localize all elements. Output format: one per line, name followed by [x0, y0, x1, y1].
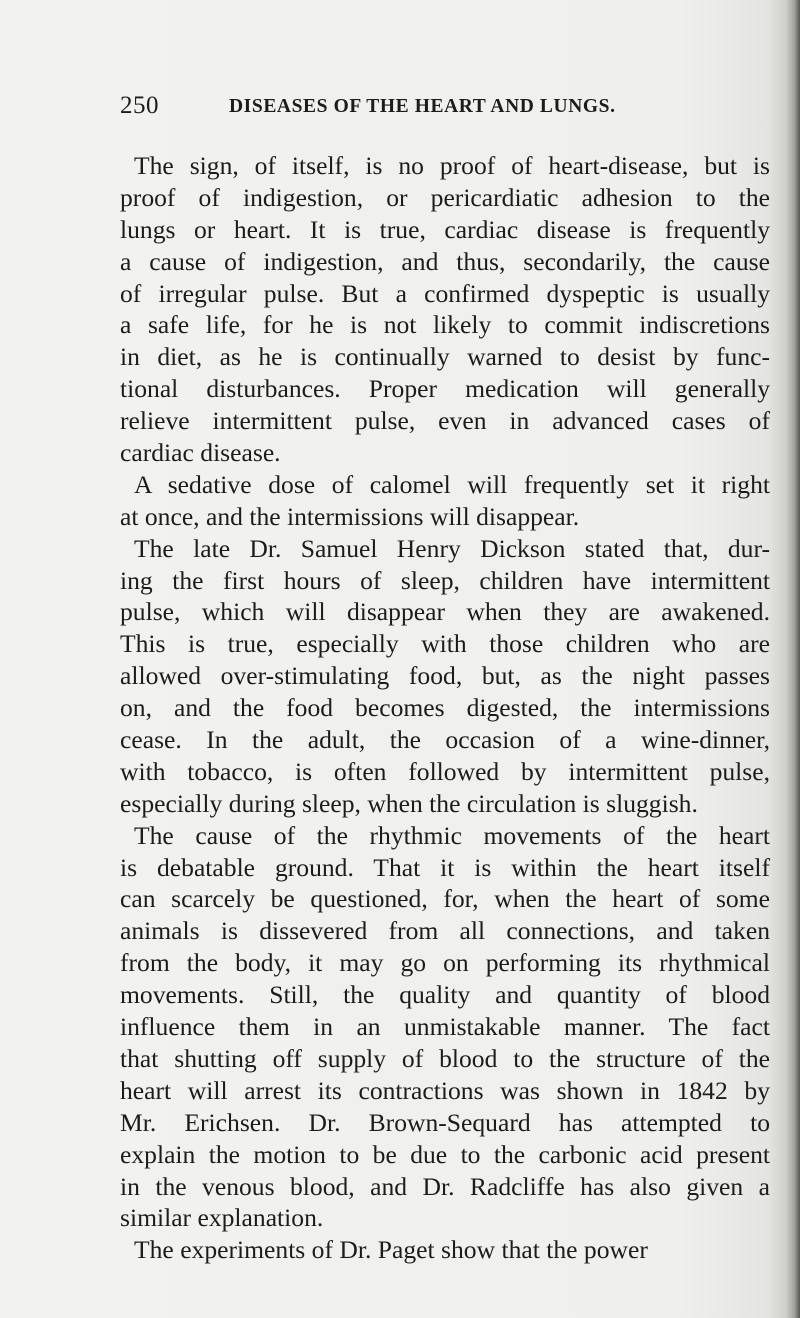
text-line: cease. In the adult, the occasion of a wine-dinner, — [120, 725, 770, 755]
running-title: DISEASES OF THE HEART AND LUNGS. — [229, 96, 616, 117]
text-line: can scarcely be questioned, for, when the heart of some — [120, 884, 770, 914]
text-line: in the venous blood, and Dr. Radcliffe has also given a — [120, 1171, 770, 1201]
body-text — [120, 150, 770, 1266]
text-line: lungs or heart. It is true, cardiac disease is frequently — [120, 214, 770, 244]
text-line: a cause of indigestion, and thus, secondarily, the cause — [120, 246, 770, 276]
text-line: Mr. Erichsen. Dr. Brown-Sequard has attempted to — [120, 1107, 770, 1137]
text-line: ing the first hours of sleep, children have intermittent — [120, 565, 770, 595]
text-line: allowed over-stimulating food, but, as the night passes — [120, 661, 770, 691]
text-line: animals is dissevered from all connections, and taken — [120, 916, 770, 946]
text-line: tional disturbances. Proper medication will generally — [120, 374, 770, 404]
text-line: of irregular pulse. But a confirmed dyspeptic is usually — [120, 278, 770, 308]
text-line: similar explanation. — [120, 1203, 324, 1233]
text-line: with tobacco, is often followed by intermittent pulse, — [120, 756, 770, 786]
text-line: This is true, especially with those children who are — [120, 629, 770, 659]
page-number: 250 — [120, 92, 159, 119]
text-line: at once, and the intermissions will disappear. — [120, 501, 580, 531]
text-line: cardiac disease. — [120, 438, 281, 468]
page-edge-shadow — [786, 0, 800, 1318]
text-line: The sign, of itself, is no proof of heart-disease, but is — [134, 151, 770, 180]
text-line: movements. Still, the quality and quantity of blood — [120, 980, 770, 1010]
text-line: relieve intermittent pulse, even in advanced cases of — [120, 406, 770, 436]
text-line: on, and the food becomes digested, the intermissions — [120, 693, 770, 723]
text-line: in diet, as he is continually warned to desist by func- — [120, 342, 770, 372]
text-line: heart will arrest its contractions was shown in 1842 by — [120, 1075, 770, 1105]
text-line: proof of indigestion, or pericardiatic adhesion to the — [120, 182, 770, 212]
text-line: that shutting off supply of blood to the structure of the — [120, 1043, 770, 1073]
text-line: The experiments of Dr. Paget show that the power — [134, 1235, 648, 1265]
text-line: a safe life, for he is not likely to commit indiscretions — [120, 310, 770, 340]
text-line: pulse, which will disappear when they are awakened. — [120, 597, 770, 627]
running-head — [120, 92, 760, 126]
text-line: influence them in an unmistakable manner. The fact — [120, 1012, 770, 1042]
text-line: explain the motion to be due to the carbonic acid present — [120, 1139, 770, 1169]
text-line: The late Dr. Samuel Henry Dickson stated that, dur- — [134, 533, 770, 563]
text-line: A sedative dose of calomel will frequently set it right — [134, 469, 770, 499]
text-line: especially during sleep, when the circulation is sluggish. — [120, 788, 698, 818]
text-line: is debatable ground. That it is within the heart itself — [120, 852, 770, 882]
text-line: The cause of the rhythmic movements of the heart — [134, 820, 770, 850]
text-line: from the body, it may go on performing its rhythmical — [120, 948, 770, 978]
